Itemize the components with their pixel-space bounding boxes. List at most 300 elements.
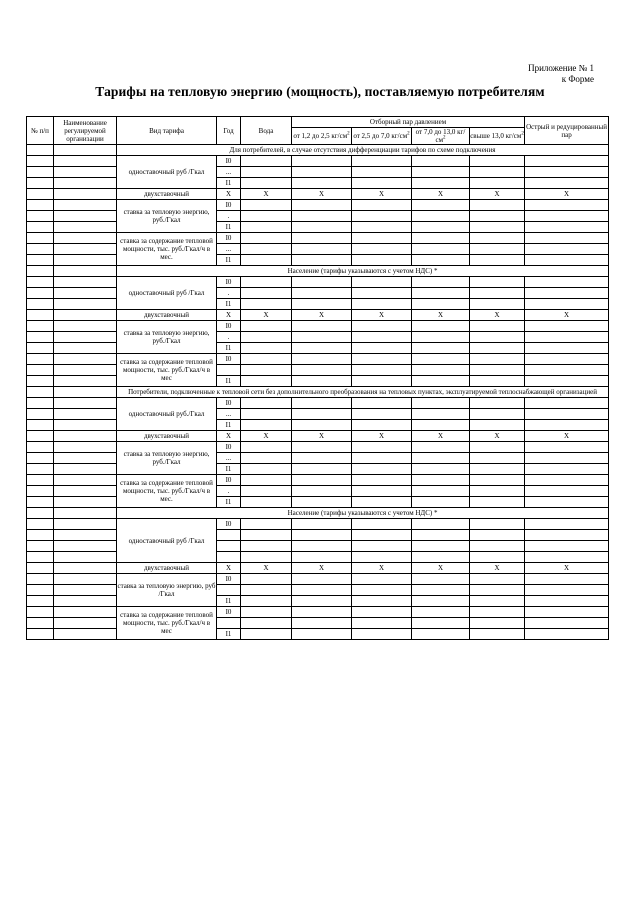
empty-cell bbox=[292, 277, 352, 288]
x-mark: X bbox=[352, 563, 412, 574]
empty-cell bbox=[525, 552, 609, 563]
empty-cell bbox=[292, 255, 352, 266]
x-mark: X bbox=[217, 189, 241, 200]
org-cell bbox=[54, 255, 117, 266]
year-value: I0 bbox=[225, 234, 232, 242]
empty-cell bbox=[525, 365, 609, 376]
org-cell bbox=[54, 541, 117, 552]
empty-cell bbox=[525, 277, 609, 288]
empty-cell bbox=[412, 629, 470, 640]
empty-cell bbox=[352, 453, 412, 464]
empty-cell bbox=[352, 299, 412, 310]
table-row bbox=[27, 398, 609, 409]
table-row bbox=[27, 585, 609, 596]
empty-cell bbox=[292, 453, 352, 464]
x-mark: X bbox=[525, 563, 609, 574]
empty-cell bbox=[412, 178, 470, 189]
num-cell bbox=[27, 596, 54, 607]
x-mark: X bbox=[241, 310, 292, 321]
org-cell bbox=[54, 145, 117, 156]
tariff-type-cell bbox=[117, 519, 217, 563]
org-cell bbox=[54, 299, 117, 310]
org-cell bbox=[54, 530, 117, 541]
num-cell bbox=[27, 552, 54, 563]
table-row bbox=[27, 574, 609, 585]
org-cell bbox=[54, 211, 117, 222]
empty-cell bbox=[292, 321, 352, 332]
table-row bbox=[27, 530, 609, 541]
empty-cell bbox=[292, 343, 352, 354]
year-cell bbox=[217, 376, 241, 387]
empty-cell bbox=[292, 486, 352, 497]
empty-cell bbox=[412, 442, 470, 453]
num-cell bbox=[27, 530, 54, 541]
tariff-type-cell bbox=[117, 310, 217, 321]
empty-cell bbox=[292, 299, 352, 310]
org-cell bbox=[54, 574, 117, 585]
empty-cell bbox=[292, 530, 352, 541]
sup-2: 2 bbox=[521, 131, 524, 137]
x-mark: X bbox=[241, 431, 292, 442]
empty-cell bbox=[525, 222, 609, 233]
org-cell bbox=[54, 497, 117, 508]
num-cell bbox=[27, 497, 54, 508]
empty-cell bbox=[412, 167, 470, 178]
year-cell bbox=[217, 288, 241, 299]
year-cell bbox=[217, 398, 241, 409]
empty-cell bbox=[352, 574, 412, 585]
empty-cell bbox=[292, 233, 352, 244]
table-row bbox=[27, 288, 609, 299]
org-cell bbox=[54, 398, 117, 409]
empty-cell bbox=[292, 332, 352, 343]
empty-cell bbox=[352, 486, 412, 497]
org-cell bbox=[54, 420, 117, 431]
header-steam: Отборный пар давлением bbox=[292, 117, 525, 128]
empty-cell bbox=[525, 420, 609, 431]
year-cell bbox=[217, 629, 241, 640]
org-cell bbox=[54, 321, 117, 332]
tariff-type-cell bbox=[117, 607, 217, 640]
empty-cell bbox=[525, 618, 609, 629]
empty-cell bbox=[412, 244, 470, 255]
table-row bbox=[27, 508, 609, 519]
table-row bbox=[27, 255, 609, 266]
empty-cell bbox=[241, 178, 292, 189]
org-cell bbox=[54, 464, 117, 475]
empty-cell bbox=[292, 178, 352, 189]
year-value: I1 bbox=[225, 300, 232, 308]
empty-cell bbox=[241, 288, 292, 299]
empty-cell bbox=[352, 475, 412, 486]
num-cell bbox=[27, 420, 54, 431]
x-mark: X bbox=[292, 310, 352, 321]
empty-cell bbox=[470, 321, 525, 332]
empty-cell bbox=[352, 365, 412, 376]
table-row bbox=[27, 321, 609, 332]
empty-cell bbox=[352, 596, 412, 607]
header-pressure-4 bbox=[470, 128, 525, 145]
x-mark: X bbox=[470, 189, 525, 200]
year-value: I0 bbox=[225, 608, 232, 616]
empty-cell bbox=[470, 574, 525, 585]
empty-cell bbox=[241, 244, 292, 255]
table-row bbox=[27, 211, 609, 222]
empty-cell bbox=[525, 585, 609, 596]
empty-cell bbox=[412, 618, 470, 629]
header-pressure-4-label: свыше 13,0 кг/см bbox=[470, 132, 522, 140]
year-value: I0 bbox=[225, 476, 232, 484]
empty-cell bbox=[525, 343, 609, 354]
empty-cell bbox=[241, 519, 292, 530]
empty-cell bbox=[352, 321, 412, 332]
tariff-type-label: ставка за тепловую энергию, руб /Гкал bbox=[117, 582, 216, 598]
empty-cell bbox=[241, 222, 292, 233]
empty-cell bbox=[525, 541, 609, 552]
table-row bbox=[27, 343, 609, 354]
empty-cell bbox=[241, 211, 292, 222]
empty-cell bbox=[241, 442, 292, 453]
x-mark: X bbox=[352, 189, 412, 200]
tariff-type-label: двухставочный bbox=[143, 564, 190, 572]
num-cell bbox=[27, 277, 54, 288]
empty-cell bbox=[352, 607, 412, 618]
num-cell bbox=[27, 222, 54, 233]
empty-cell bbox=[412, 288, 470, 299]
table-row bbox=[27, 200, 609, 211]
empty-cell bbox=[241, 574, 292, 585]
x-mark: X bbox=[412, 310, 470, 321]
year-value: I1 bbox=[225, 256, 232, 264]
num-cell bbox=[27, 431, 54, 442]
empty-cell bbox=[412, 299, 470, 310]
num-cell bbox=[27, 607, 54, 618]
num-cell bbox=[27, 475, 54, 486]
num-cell bbox=[27, 266, 54, 277]
empty-cell bbox=[412, 398, 470, 409]
year-cell bbox=[217, 343, 241, 354]
tariff-type-cell bbox=[117, 200, 217, 233]
section-heading: Потребители, подключенные к тепловой сети без дополнительного преобразования на тепловых пунктах, эксплуатируемой теплоснабжающей организацией bbox=[117, 387, 609, 398]
x-mark: X bbox=[241, 563, 292, 574]
tariff-type-label: одноставочный руб./Гкал bbox=[128, 410, 205, 418]
empty-cell bbox=[525, 453, 609, 464]
empty-cell bbox=[292, 244, 352, 255]
empty-cell bbox=[525, 200, 609, 211]
empty-cell bbox=[470, 244, 525, 255]
year-cell bbox=[217, 354, 241, 365]
num-cell bbox=[27, 453, 54, 464]
x-mark: X bbox=[292, 431, 352, 442]
empty-cell bbox=[352, 255, 412, 266]
empty-cell bbox=[412, 332, 470, 343]
table-row bbox=[27, 431, 609, 442]
empty-cell bbox=[412, 321, 470, 332]
num-cell bbox=[27, 167, 54, 178]
x-mark: X bbox=[470, 563, 525, 574]
org-cell bbox=[54, 475, 117, 486]
org-cell bbox=[54, 200, 117, 211]
empty-cell bbox=[412, 574, 470, 585]
org-cell bbox=[54, 629, 117, 640]
empty-cell bbox=[412, 475, 470, 486]
table-row bbox=[27, 376, 609, 387]
tariff-type-label: двухставочный bbox=[143, 311, 190, 319]
year-cell bbox=[217, 409, 241, 420]
empty-cell bbox=[470, 178, 525, 189]
empty-cell bbox=[292, 596, 352, 607]
year-value: I1 bbox=[225, 344, 232, 352]
empty-cell bbox=[470, 288, 525, 299]
x-mark: X bbox=[525, 310, 609, 321]
appendix-line-2: к Форме bbox=[561, 74, 594, 84]
table-row bbox=[27, 453, 609, 464]
empty-cell bbox=[292, 585, 352, 596]
sup-2: 2 bbox=[347, 131, 350, 137]
tariff-type-label: ставка за содержание тепловой мощности, тыс. руб./Гкал/ч в мес. bbox=[120, 479, 213, 503]
table-row bbox=[27, 519, 609, 530]
year-cell bbox=[217, 618, 241, 629]
tariff-type-cell bbox=[117, 563, 217, 574]
empty-cell bbox=[292, 354, 352, 365]
empty-cell bbox=[241, 376, 292, 387]
year-cell bbox=[217, 299, 241, 310]
empty-cell bbox=[352, 420, 412, 431]
empty-cell bbox=[292, 156, 352, 167]
num-cell bbox=[27, 409, 54, 420]
year-cell bbox=[217, 244, 241, 255]
table-row bbox=[27, 464, 609, 475]
empty-cell bbox=[292, 541, 352, 552]
year-value: . bbox=[227, 333, 230, 341]
empty-cell bbox=[470, 398, 525, 409]
empty-cell bbox=[241, 530, 292, 541]
year-value: I0 bbox=[225, 399, 232, 407]
empty-cell bbox=[412, 486, 470, 497]
empty-cell bbox=[412, 409, 470, 420]
year-cell bbox=[217, 596, 241, 607]
num-cell bbox=[27, 178, 54, 189]
empty-cell bbox=[470, 277, 525, 288]
year-value: I1 bbox=[225, 421, 232, 429]
section-heading: Для потребителей, в случае отсутствия дифференциации тарифов по схеме подключения bbox=[117, 145, 609, 156]
empty-cell bbox=[525, 332, 609, 343]
num-cell bbox=[27, 464, 54, 475]
x-mark: X bbox=[292, 189, 352, 200]
empty-cell bbox=[292, 475, 352, 486]
empty-cell bbox=[292, 222, 352, 233]
empty-cell bbox=[352, 354, 412, 365]
empty-cell bbox=[241, 585, 292, 596]
num-cell bbox=[27, 299, 54, 310]
year-value: I1 bbox=[225, 498, 232, 506]
empty-cell bbox=[470, 200, 525, 211]
year-cell bbox=[217, 607, 241, 618]
tariff-type-cell bbox=[117, 233, 217, 266]
empty-cell bbox=[412, 233, 470, 244]
empty-cell bbox=[525, 442, 609, 453]
num-cell bbox=[27, 508, 54, 519]
section-heading: Население (тарифы указываются с учетом НДС) * bbox=[117, 508, 609, 519]
table-row bbox=[27, 189, 609, 200]
x-mark: X bbox=[217, 310, 241, 321]
x-mark: X bbox=[470, 431, 525, 442]
org-cell bbox=[54, 354, 117, 365]
sup-2: 2 bbox=[443, 135, 446, 141]
empty-cell bbox=[470, 464, 525, 475]
tariff-type-cell bbox=[117, 475, 217, 508]
year-cell bbox=[217, 475, 241, 486]
tariff-table-body bbox=[27, 117, 609, 640]
empty-cell bbox=[470, 442, 525, 453]
empty-cell bbox=[525, 354, 609, 365]
year-value: I0 bbox=[225, 278, 232, 286]
num-cell bbox=[27, 354, 54, 365]
empty-cell bbox=[470, 541, 525, 552]
empty-cell bbox=[412, 497, 470, 508]
tariff-type-cell bbox=[117, 574, 217, 607]
tariff-table bbox=[26, 116, 609, 640]
org-cell bbox=[54, 431, 117, 442]
empty-cell bbox=[470, 354, 525, 365]
empty-cell bbox=[241, 464, 292, 475]
empty-cell bbox=[352, 442, 412, 453]
empty-cell bbox=[292, 211, 352, 222]
year-value: I1 bbox=[225, 465, 232, 473]
x-mark: X bbox=[525, 189, 609, 200]
empty-cell bbox=[241, 200, 292, 211]
num-cell bbox=[27, 365, 54, 376]
empty-cell bbox=[292, 519, 352, 530]
empty-cell bbox=[412, 552, 470, 563]
year-value: I0 bbox=[225, 322, 232, 330]
x-mark: X bbox=[412, 189, 470, 200]
year-value: I0 bbox=[225, 575, 232, 583]
header-pressure-2 bbox=[352, 128, 412, 145]
empty-cell bbox=[241, 541, 292, 552]
year-cell bbox=[217, 574, 241, 585]
num-cell bbox=[27, 288, 54, 299]
empty-cell bbox=[412, 453, 470, 464]
header-water: Вода bbox=[241, 117, 292, 145]
org-cell bbox=[54, 486, 117, 497]
tariff-type-cell bbox=[117, 321, 217, 354]
empty-cell bbox=[470, 211, 525, 222]
table-row bbox=[27, 497, 609, 508]
year-cell bbox=[217, 167, 241, 178]
table-row bbox=[27, 244, 609, 255]
year-cell bbox=[217, 585, 241, 596]
empty-cell bbox=[352, 376, 412, 387]
num-cell bbox=[27, 244, 54, 255]
table-row bbox=[27, 387, 609, 398]
table-row bbox=[27, 475, 609, 486]
tariff-type-cell bbox=[117, 354, 217, 387]
document-title: Тарифы на тепловую энергию (мощность), поставляемую потребителям bbox=[95, 84, 545, 99]
tariff-type-cell bbox=[117, 156, 217, 189]
table-row bbox=[27, 409, 609, 420]
table-row bbox=[27, 354, 609, 365]
year-cell bbox=[217, 255, 241, 266]
year-cell bbox=[217, 321, 241, 332]
org-cell bbox=[54, 332, 117, 343]
table-row bbox=[27, 167, 609, 178]
x-mark: X bbox=[352, 310, 412, 321]
header-org: Наименование регулируемой организации bbox=[54, 117, 117, 145]
org-cell bbox=[54, 585, 117, 596]
org-cell bbox=[54, 563, 117, 574]
year-cell bbox=[217, 530, 241, 541]
year-value: ... bbox=[225, 410, 232, 418]
empty-cell bbox=[241, 486, 292, 497]
empty-cell bbox=[470, 376, 525, 387]
year-cell bbox=[217, 442, 241, 453]
num-cell bbox=[27, 343, 54, 354]
org-cell bbox=[54, 409, 117, 420]
year-cell bbox=[217, 552, 241, 563]
tariff-type-label: одноставочный руб /Гкал bbox=[128, 536, 205, 545]
empty-cell bbox=[412, 596, 470, 607]
empty-cell bbox=[525, 464, 609, 475]
empty-cell bbox=[241, 233, 292, 244]
empty-cell bbox=[352, 167, 412, 178]
x-mark: X bbox=[412, 563, 470, 574]
empty-cell bbox=[352, 464, 412, 475]
org-cell bbox=[54, 453, 117, 464]
year-value: I1 bbox=[225, 223, 232, 231]
table-row bbox=[27, 266, 609, 277]
x-mark: X bbox=[241, 189, 292, 200]
tariff-type-label: ставка за содержание тепловой мощности, тыс. руб./Гкал/ч в мес. bbox=[120, 237, 213, 261]
empty-cell bbox=[470, 475, 525, 486]
empty-cell bbox=[412, 585, 470, 596]
org-cell bbox=[54, 508, 117, 519]
empty-cell bbox=[292, 574, 352, 585]
header-year: Год bbox=[217, 117, 241, 145]
empty-cell bbox=[241, 409, 292, 420]
empty-cell bbox=[525, 475, 609, 486]
x-mark: X bbox=[352, 431, 412, 442]
empty-cell bbox=[412, 211, 470, 222]
section-heading: Население (тарифы указываются с учетом НДС) * bbox=[117, 266, 609, 277]
empty-cell bbox=[241, 475, 292, 486]
empty-cell bbox=[470, 365, 525, 376]
empty-cell bbox=[241, 156, 292, 167]
table-row bbox=[27, 332, 609, 343]
empty-cell bbox=[352, 398, 412, 409]
empty-cell bbox=[292, 464, 352, 475]
empty-cell bbox=[470, 486, 525, 497]
org-cell bbox=[54, 178, 117, 189]
tariff-type-label: ставка за содержание тепловой мощности, тыс. руб./Гкал/ч в мес bbox=[120, 611, 213, 635]
empty-cell bbox=[292, 442, 352, 453]
empty-cell bbox=[470, 629, 525, 640]
x-mark: X bbox=[292, 563, 352, 574]
empty-cell bbox=[352, 178, 412, 189]
year-value: I0 bbox=[225, 201, 232, 209]
empty-cell bbox=[525, 519, 609, 530]
empty-cell bbox=[470, 343, 525, 354]
tariff-type-label: ставка за тепловую энергию, руб./Гкал bbox=[123, 329, 210, 345]
header-pressure-1 bbox=[292, 128, 352, 145]
empty-cell bbox=[241, 354, 292, 365]
num-cell bbox=[27, 629, 54, 640]
year-cell bbox=[217, 332, 241, 343]
empty-cell bbox=[292, 409, 352, 420]
table-row bbox=[27, 365, 609, 376]
table-row bbox=[27, 420, 609, 431]
empty-cell bbox=[412, 376, 470, 387]
